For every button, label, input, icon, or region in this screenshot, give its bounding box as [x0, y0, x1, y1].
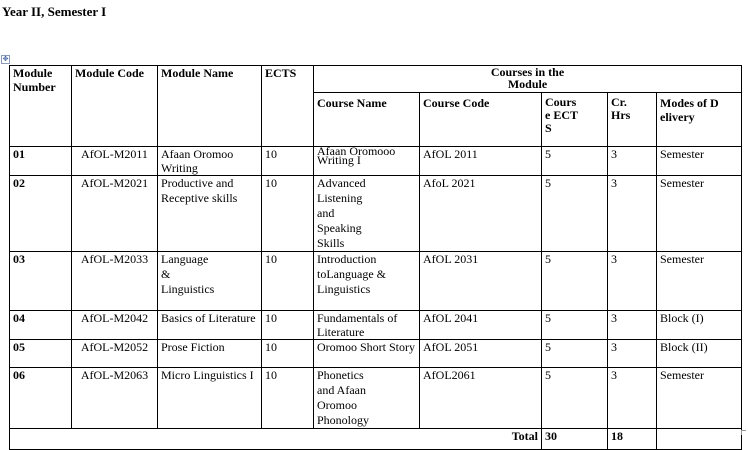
header-cr-hrs-text: Cr. Hrs	[611, 95, 631, 122]
module-ects: 10	[262, 252, 314, 311]
module-name: Prose Fiction	[158, 340, 262, 368]
module-number: 03	[10, 252, 72, 311]
course-code: AfOL 2051	[420, 340, 542, 368]
header-module-name: Module Name	[158, 66, 262, 147]
cr-hrs: 3	[608, 176, 657, 252]
table-row	[10, 311, 742, 340]
module-ects: 10	[262, 340, 314, 368]
module-code: AfOL-M2033	[72, 252, 158, 311]
module-name-text: Micro Linguistics I	[161, 368, 254, 382]
course-code: AfOL 2041	[420, 311, 542, 340]
course-name-text: Afaan Oromooo Writing I	[317, 144, 396, 167]
module-code: AfOL-M2063	[72, 368, 158, 429]
header-module-number: Module Number	[10, 66, 72, 147]
course-ects: 5	[542, 252, 608, 311]
table-row	[10, 147, 742, 176]
total-label: Total	[10, 429, 542, 450]
module-number: 02	[10, 176, 72, 252]
section-heading: Year II, Semester I	[2, 4, 107, 19]
course-code: AfOL 2031	[420, 252, 542, 311]
header-courses-text: Courses in the Module	[490, 65, 565, 91]
table-move-handle-icon[interactable]: ✥	[2, 55, 9, 63]
cr-hrs: 3	[608, 252, 657, 311]
header-module-code: Module Code	[72, 66, 158, 147]
course-name: Fundamentals of Literature	[314, 311, 420, 340]
course-name-text: Phonetics and Afaan Oromoo Phonology	[317, 368, 370, 427]
page-corner-mark	[741, 430, 746, 435]
module-ects: 10	[262, 311, 314, 340]
course-ects: 5	[542, 340, 608, 368]
header-row-top	[10, 66, 742, 93]
module-number: 01	[10, 147, 72, 176]
module-name-text: Productive and Receptive skills	[161, 176, 238, 205]
total-cr-hrs: 18	[608, 429, 657, 450]
cr-hrs: 3	[608, 147, 657, 176]
delivery-mode: Block (II)	[657, 340, 742, 368]
course-name	[314, 252, 420, 311]
course-code: AfOL2061	[420, 368, 542, 429]
header-course-name: Course Name	[314, 93, 420, 147]
delivery-mode: Semester	[657, 252, 742, 311]
module-table	[9, 65, 742, 450]
module-name	[158, 252, 262, 311]
header-modes-text: Modes of Delivery	[660, 96, 719, 124]
cr-hrs: 3	[608, 340, 657, 368]
module-code: AfOL-M2052	[72, 340, 158, 368]
course-code: AfoL 2021	[420, 176, 542, 252]
cr-hrs: 3	[608, 311, 657, 340]
module-number: 05	[10, 340, 72, 368]
module-ects: 10	[262, 368, 314, 429]
course-name-text: Advanced Listening and Speaking Skills	[317, 176, 366, 250]
delivery-mode: Block (I)	[657, 311, 742, 340]
table-row	[10, 340, 742, 368]
module-name: Afaan Oromoo Writing	[158, 147, 262, 176]
module-name	[158, 368, 262, 429]
delivery-mode: Semester	[657, 368, 742, 429]
table-row	[10, 368, 742, 429]
course-ects: 5	[542, 147, 608, 176]
module-name	[158, 176, 262, 252]
course-code: AfOL 2011	[420, 147, 542, 176]
module-code: AfOL-M2011	[72, 147, 158, 176]
table-row	[10, 252, 742, 311]
header-cr-hrs	[608, 93, 657, 147]
cr-hrs: 3	[608, 368, 657, 429]
module-code: AfOL-M2021	[72, 176, 158, 252]
header-course-ects	[542, 93, 608, 147]
module-ects: 10	[262, 176, 314, 252]
course-ects: 5	[542, 176, 608, 252]
total-row	[10, 429, 742, 450]
course-name-text: Introduction toLanguage & Linguistics	[317, 252, 386, 296]
module-number: 06	[10, 368, 72, 429]
course-name	[314, 144, 420, 176]
header-course-code: Course Code	[420, 93, 542, 147]
header-course-ects-text: Course ECTS	[545, 95, 578, 135]
module-number: 04	[10, 311, 72, 340]
total-ects: 30	[542, 429, 608, 450]
delivery-mode: Semester	[657, 147, 742, 176]
course-name: Oromoo Short Story	[314, 340, 420, 368]
course-ects: 5	[542, 311, 608, 340]
module-code: AfOL-M2042	[72, 311, 158, 340]
delivery-mode: Semester	[657, 176, 742, 252]
course-name	[314, 176, 420, 252]
module-ects: 10	[262, 147, 314, 176]
total-empty-cell	[657, 429, 742, 450]
course-ects: 5	[542, 368, 608, 429]
header-courses-in-module	[314, 66, 742, 93]
header-ects: ECTS	[262, 66, 314, 147]
course-name	[314, 368, 420, 429]
table-row	[10, 176, 742, 252]
module-name-text: Language & Linguistics	[161, 252, 215, 296]
header-modes-of-delivery	[657, 93, 742, 147]
module-name: Basics of Literature	[158, 311, 262, 340]
